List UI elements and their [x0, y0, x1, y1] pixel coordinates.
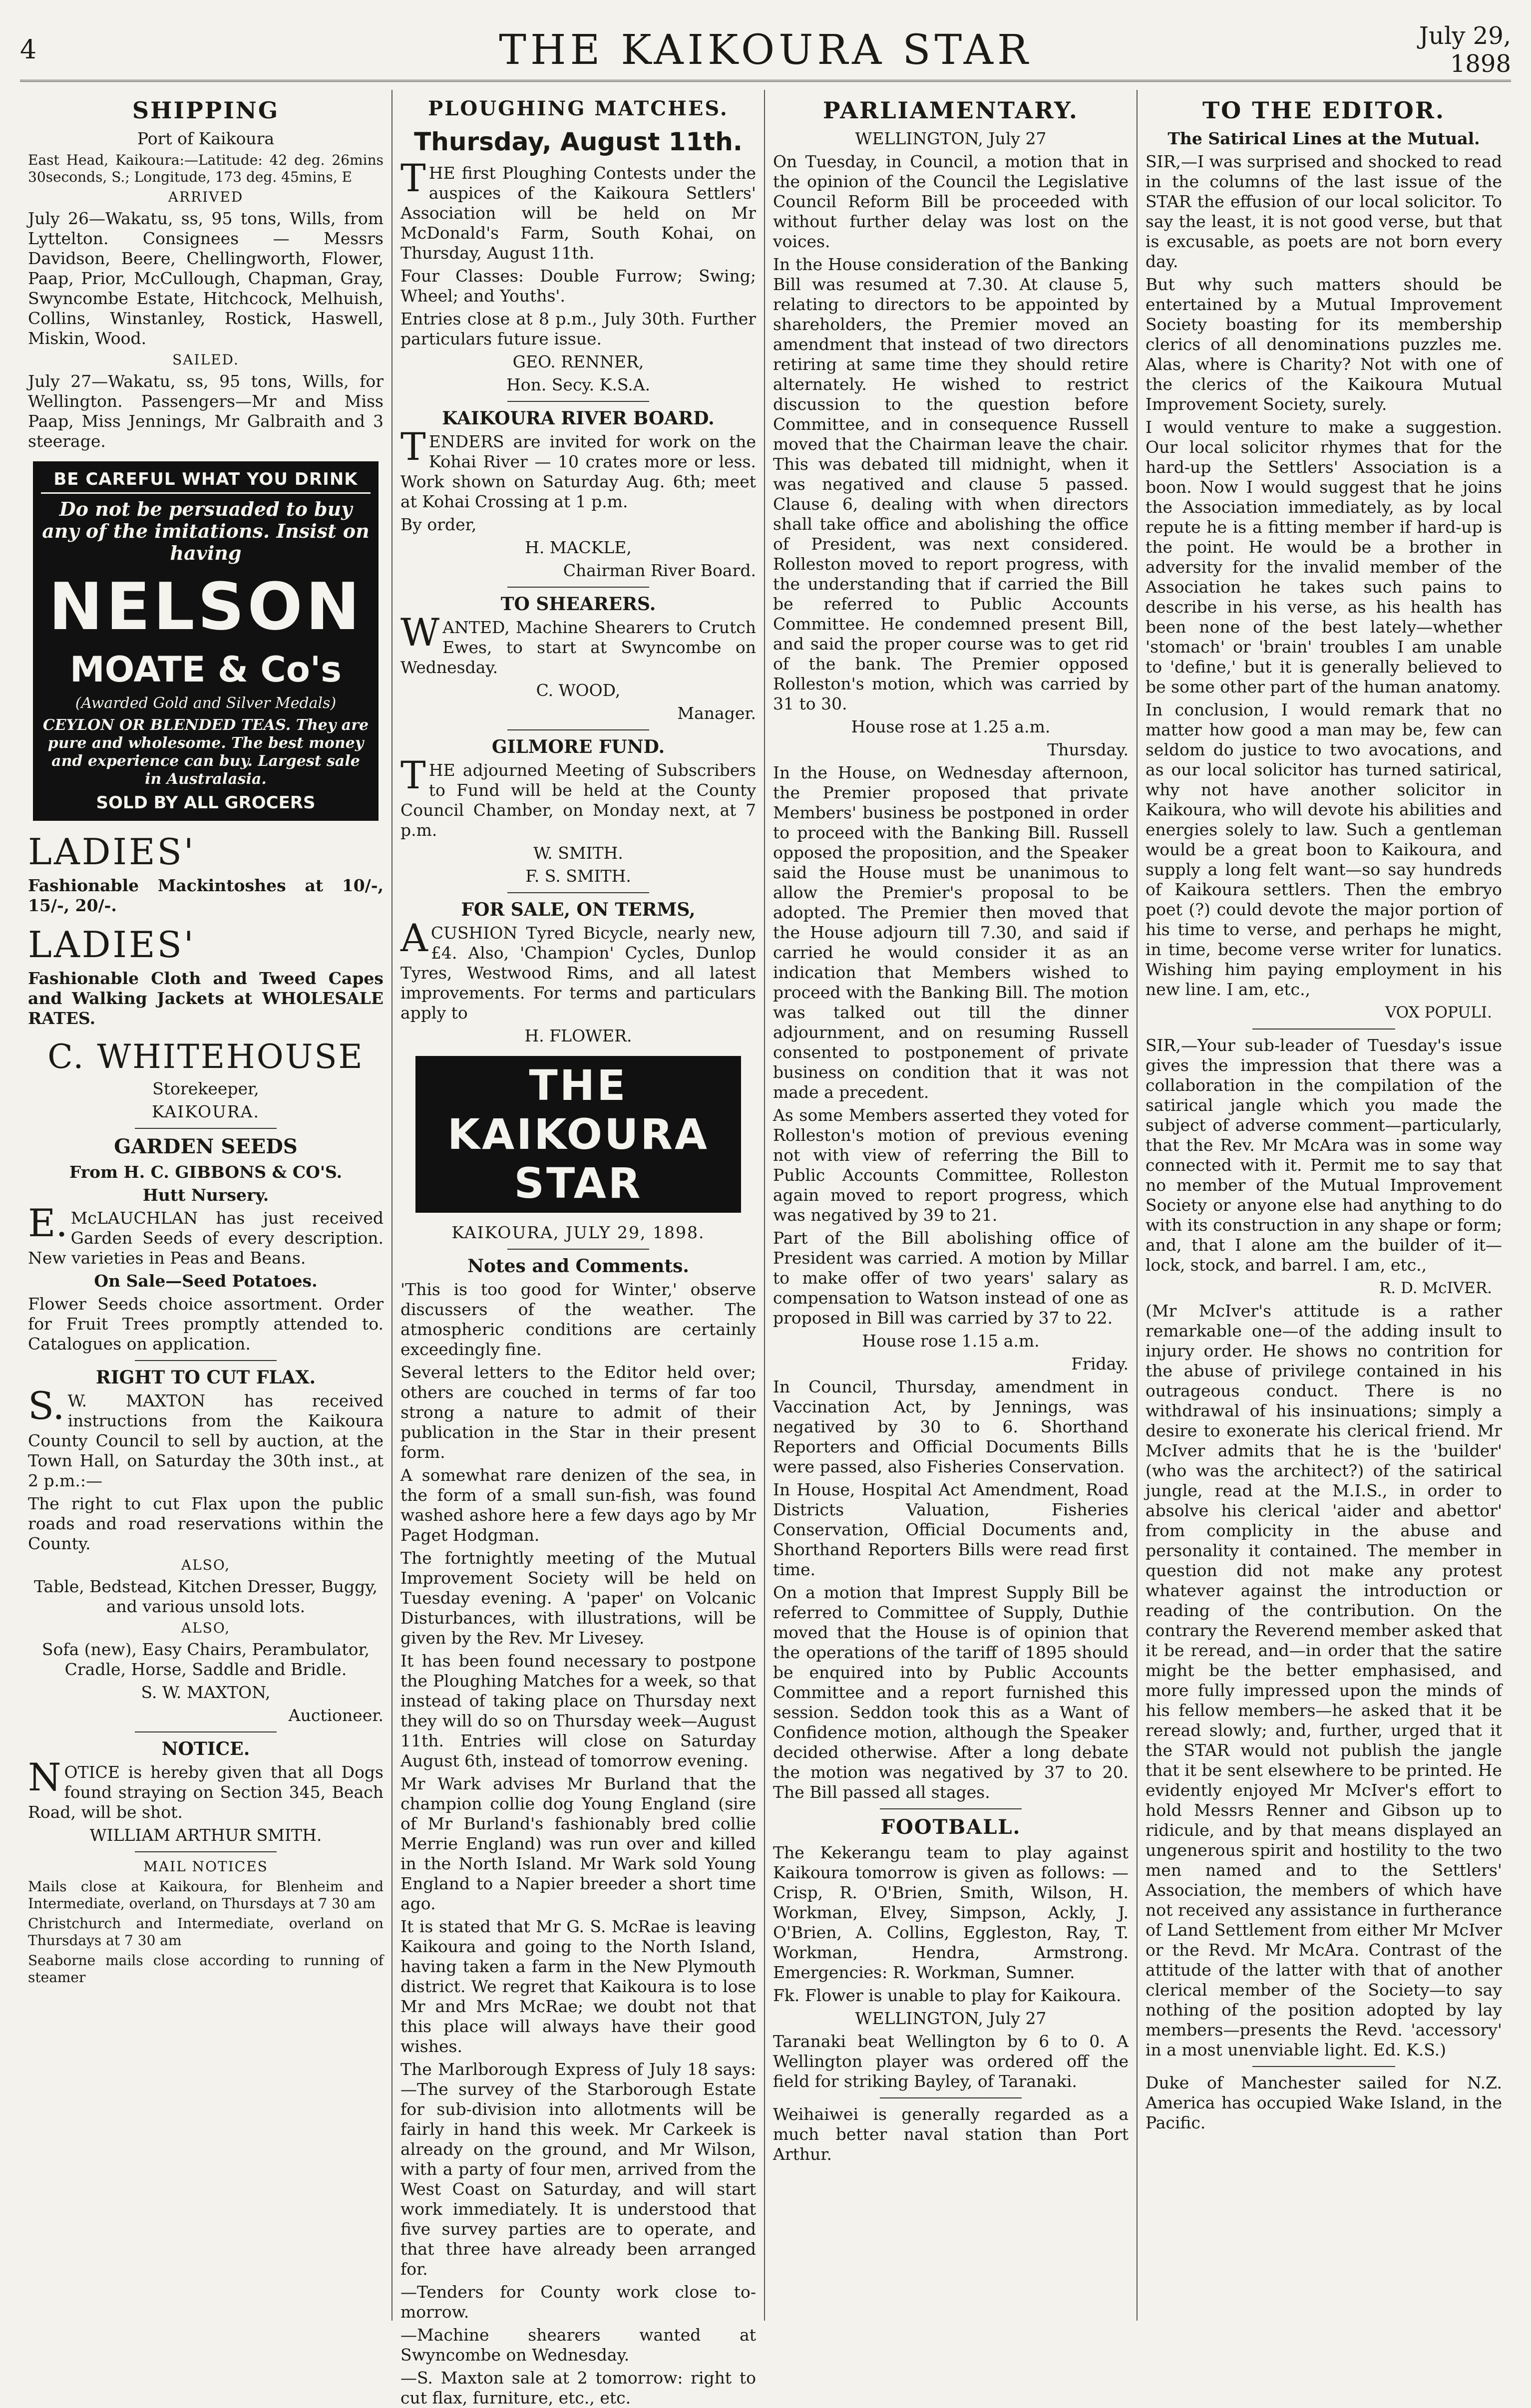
- editor-heading: TO THE EDITOR.: [1202, 97, 1446, 124]
- notice-heading: NOTICE.: [161, 1738, 250, 1759]
- note-item: It has been found necessary to postpone the Ploughing Matches for a week, so that instead of taking place on Thursday next they will do so on Thursday week—August 11th. Entries will close on Saturday August 6th, instead of tomorrow evening.: [400, 1651, 756, 1770]
- note-item: It is stated that Mr G. S. McRae is leaving Kaikoura and going to the North Island, having taken a farm in the New Plymouth district. We regret that Kaikoura is to lose Mr and Mrs McRae; we doubt not that this place will always have their good wishes.: [400, 1917, 756, 2056]
- mail-line-2: Christchurch and Intermediate, overland on Thursdays at 7 30 am: [28, 1915, 383, 1949]
- hutt-nursery: Hutt Nursery.: [142, 1185, 269, 1205]
- column-4: [1138, 90, 1510, 2321]
- parliament-para: On a motion that Imprest Supply Bill be referred to Committee of Supply, Duthie moved that the House is of opinion that the operations of the tariff of 1895 should be enquired into by Public Accounts Committee and a report furnished this session. Seddon took this as a Want of Confidence motion, although the Speaker decided otherwise. After a long debate the motion was negatived by 37 to 20. The Bill passed all stages.: [773, 1583, 1129, 1802]
- cloth-text: Fashionable Cloth and Tweed Capes and Walking Jackets at WHOLESALE RATES.: [28, 969, 383, 1028]
- auctioneer-label: Auctioneer.: [288, 1706, 383, 1725]
- mail-line-3: Seaborne mails close according to running of steamer: [28, 1952, 383, 1986]
- friday-label: Friday.: [1071, 1354, 1129, 1374]
- divider: [507, 729, 650, 730]
- ploughing-body: THE first Ploughing Contests under the auspices of the Kaikoura Settlers' Association will be held on Mr McDonald's Farm, South Kohai, on Thursday, August 11th.: [400, 156, 756, 263]
- advert-teas: CEYLON OR BLENDED TEAS. They are pure and wholesome. The best money and experience can buy. Largest sale in Australasia.: [42, 716, 369, 788]
- letter-para: But why such matters should be entertained by a Mutual Improvement Society boasting for its membership clerics of all denominations puzzles me. Alas, where is Charity? Not with one of the clerics of the Kaikoura Mutual Improvement Society, surely.: [1146, 275, 1502, 414]
- wood-name: C. WOOD,: [536, 681, 621, 700]
- manchester-note: Duke of Manchester sailed for N.Z. America has occupied Wake Island, in the Pacific.: [1146, 2073, 1502, 2132]
- mackintosh-text: Fashionable Mackintoshes at 10/-, 15/-, 20/-.: [28, 876, 383, 915]
- newspaper-title: THE KAIKOURA STAR: [499, 26, 1032, 74]
- thursday-label: Thursday.: [1047, 740, 1129, 759]
- issue-date: July 29, 1898: [1419, 22, 1511, 78]
- letter-title: The Satirical Lines at the Mutual.: [1167, 129, 1480, 148]
- note-item: A somewhat rare denizen of the sea, in the form of a small sun-fish, was found washed ashore here a few days ago by Mr Paget Hodgman.: [400, 1465, 756, 1545]
- sailed-text: July 27—Wakatu, ss, 95 tons, Wills, for Wellington. Passengers—Mr and Miss Paap, Miss Jennings, Mr Galbraith and 3 steerage.: [28, 371, 383, 451]
- advert-brand: NELSON: [48, 569, 363, 645]
- also-label-2: ALSO,: [181, 1620, 231, 1636]
- parliament-para: In Council, Thursday, amendment in Vaccination Act, by Jennings, was negatived by 30 to 6. Shorthand Reporters and Official Documents Bills were passed, also Fisheries Conservation.: [773, 1377, 1129, 1476]
- garden-body: E.McLAUCHLAN has just received Garden Seeds of every description. New varieties in Peas and Beans.: [28, 1201, 383, 1268]
- note-item: The Marlborough Express of July 18 says:—The survey of the Starborough Estate for sub-division into allotments will be fairly in hand this week. Mr Carkeek is already on the ground, and Mr Wilson, with a party of four men, arrived from the West Coast on Saturday, and will start work immediately. It is understood that five survey parties are to operate, and that three have already been arranged for.: [400, 2060, 756, 2279]
- column-1: [20, 90, 392, 2321]
- nelson-tea-advert: [33, 461, 379, 821]
- advert-warning: Do not be persuaded to buy any of the imitations. Insist on having: [42, 498, 370, 564]
- ploughing-heading: PLOUGHING MATCHES.: [428, 97, 729, 120]
- weihaiwei-note: Weihaiwei is generally regarded as a much better naval station than Port Arthur.: [773, 2104, 1129, 2164]
- wellington-dateline-2: WELLINGTON, July 27: [855, 2009, 1047, 2028]
- note-item: Several letters to the Editor held over; others are couched in terms of far too strong a nature to admit of their publication in the Star in their present form.: [400, 1363, 756, 1462]
- mackle-name: H. MACKLE,: [525, 538, 632, 557]
- divider: [135, 1851, 277, 1852]
- divider: [1252, 2066, 1395, 2067]
- editorial-dateline: KAIKOURA, JULY 29, 1898.: [451, 1223, 705, 1242]
- football-para: Fk. Flower is unable to play for Kaikoura.: [773, 1986, 1122, 2005]
- page-number: 4: [20, 35, 37, 65]
- football-para: Taranaki beat Wellington by 6 to 0. A Wellington player was ordered off the field for striking Bayley, of Taranaki.: [773, 2032, 1129, 2091]
- note-item: The fortnightly meeting of the Mutual Improvement Society will be held on Tuesday evening. A 'paper' on Volcanic Disturbances, with illustrations, will be given by the Rev. Mr Livesey.: [400, 1548, 756, 1648]
- mail-line-1: Mails close at Kaikoura, for Blenheim and Intermediate, overland, on Thursdays at 7 30 am: [28, 1878, 383, 1912]
- advert-company: MOATE & Co's: [70, 649, 342, 690]
- parliament-para: House rose 1.15 a.m.: [862, 1331, 1040, 1351]
- sailed-heading: SAILED.: [172, 351, 239, 368]
- divider: [135, 1731, 277, 1732]
- parliament-para: On Tuesday, in Council, a motion that in the opinion of the Council the Legislative Council Reform Bill be proceeded with without further delay was lost on the voices.: [773, 152, 1129, 251]
- masthead: [20, 20, 1511, 82]
- flax-body: S.W. MAXTON has received instructions from the Kaikoura County Council to sell by auction, at the Town Hall, on Saturday the 30th inst., at 2 p.m.:—: [28, 1383, 383, 1490]
- column-2: [392, 90, 765, 2408]
- gilmore-heading: GILMORE FUND.: [491, 736, 665, 757]
- divider: [1252, 1029, 1395, 1030]
- wellington-dateline-1: WELLINGTON, July 27: [855, 129, 1047, 148]
- smith-name-1: W. SMITH.: [533, 843, 623, 863]
- divider: [135, 1360, 277, 1361]
- divider: [135, 1128, 277, 1129]
- river-board-body: TENDERS are invited for work on the Kohai River — 10 crates more or less. Work shown on Saturday Aug. 6th; meet at Kohai Crossing at 1 p.m.: [400, 424, 756, 511]
- letter-para: I would venture to make a suggestion. Our local solicitor rhymes that for the hard-up the Settlers' Association is a boon. Now I would suggest that he joins the Association immediately, as by local repute he is a fitting member if hard-up is the point. He would be a brother in adversity for the invalid member of the Association he takes such pains to describe in his verse, as his health has been none of the best lately—whether 'stomach' or 'brain' troubles I am unable to 'define,' but it is generally believed to be some other part of the human anatomy.: [1146, 417, 1502, 696]
- note-item: Mr Wark advises Mr Burland that the champion collie dog Young England (sire of Mr Burland's fashionably bred collie Merrie England) was run over and killed in the North Island. Mr Wark sold Young England to a Napier breeder a short time ago.: [400, 1774, 756, 1913]
- note-item: 'This is too good for Winter,' observe discussers of the weather. The atmospheric conditions are certainly exceedingly fine.: [400, 1280, 756, 1359]
- smith-name-2: F. S. SMITH.: [525, 866, 631, 886]
- furniture-1: Table, Bedstead, Kitchen Dresser, Buggy, and various unsold lots.: [34, 1577, 378, 1616]
- advert-headline: BE CAREFUL WHAT YOU DRINK: [41, 469, 371, 494]
- divider: [880, 2097, 1022, 2098]
- for-sale-body: ACUSHION Tyred Bicycle, nearly new, £4. Also, 'Champion' Cycles, Dunlop Tyres, Westwood Rims, and all latest improvements. For terms and particulars apply to: [400, 916, 756, 1023]
- ladies-heading-2: LADIES': [28, 924, 196, 966]
- flax-heading: RIGHT TO CUT FLAX.: [95, 1367, 316, 1388]
- shearers-heading: TO SHEARERS.: [500, 594, 656, 615]
- editor-reply: (Mr McIver's attitude is a rather remarkable one—of the adding insult to injury order. He shows no contrition for the abuse of privilege contained in his outrageous conduct. There is no withdrawal of his insinuations; simply a desire to exonerate his clerical friend. Mr McIver admits that he is the 'builder' (who was the architect?) of the satirical jungle, read at the M.I.S., in order to absolve his clerical 'aider and abettor' from complicity in the abuse and personality it contained. The member in question did not make any protest whatever against the introduction or reading of the contribution. On the contrary the Reverend member asked that it be reread, and—in order that the satire might be the better emphasised, and more fully impressed upon the minds of his fellow members—he asked that it be reread slowly; and, further, urged that it the STAR would not publish the jangle that it be sent elsewhere to be printed. He evidently enjoyed Mr McIver's effort to hold Messrs Renner and Gibson up to ridicule, and by that means displayed an ungenerous spirit and hostility to the two men named and to the Settlers' Association, the members of which have not received any assistance in furtherance of Land Settlement from either Mr McIver or the Revd. Mr McAra. Contrast of the attitude of the latter with that of another clerical member of the Society—to say nothing of the position adopted by lay members—presents the Revd. 'accessory' in a most unenviable light. Ed. K.S.): [1146, 1301, 1502, 2060]
- kaikoura-star-nameplate: THE KAIKOURA STAR: [415, 1056, 741, 1213]
- mackle-title: Chairman River Board.: [563, 561, 756, 580]
- parliamentary-heading: PARLIAMENTARY.: [823, 97, 1079, 124]
- mail-heading: MAIL NOTICES: [143, 1858, 268, 1875]
- wood-title: Manager.: [677, 703, 756, 723]
- column-3: [765, 90, 1138, 2321]
- divider: [507, 587, 650, 588]
- garden-from: From H. C. GIBBONS & CO'S.: [69, 1162, 343, 1182]
- for-sale-heading: FOR SALE, ON TERMS,: [461, 899, 696, 920]
- parliament-para: In House, Hospital Act Amendment, Road Districts Valuation, Fisheries Conservation, Official Documents and, Shorthand Reporters Bills were read first time.: [773, 1480, 1129, 1579]
- parliament-para: House rose at 1.25 a.m.: [851, 717, 1051, 736]
- note-item: —Tenders for County work close to-morrow.: [400, 2282, 756, 2322]
- storekeeper-label: Storekeeper,: [152, 1079, 259, 1098]
- parliament-para: Part of the Bill abolishing office of President was carried. A motion by Millar to make offer of two years' salary as compensation to Watson instead of one as proposed in Bill was carried by 37 to 22.: [773, 1228, 1129, 1328]
- divider: [507, 892, 650, 893]
- arrived-text: July 26—Wakatu, ss, 95 tons, Wills, from Lyttelton. Consignees — Messrs Davidson, Beere, Chellingworth, Flower, Paap, Prior, McCullough, Chapman, Gray, Swyncombe Estate, Hitchcock, Melhuish, Collins, Winstanley, Rostick, Haswell, Miskin, Wood.: [28, 209, 383, 348]
- renner-title: Hon. Secy. K.S.A.: [506, 375, 651, 394]
- shearers-body: WANTED, Machine Shearers to Crutch Ewes, to start at Swyncombe on Wednesday.: [400, 610, 756, 677]
- maxton-name: S. W. MAXTON,: [141, 1683, 271, 1702]
- flax-item: The right to cut Flax upon the public roads and road reservations within the County.: [28, 1494, 383, 1553]
- port-name: Port of Kaikoura: [137, 129, 275, 148]
- mciver-signature: R. D. McIVER.: [1379, 1279, 1492, 1297]
- letter-para: In conclusion, I would remark that no matter how good a man may be, few can seldom do justice to two avocations, and as our local solicitor has turned satirical, why not have another solicitor in Kaikoura, who will devote his abilities and energies solely to law. Such a gentleman would be a great boon to Kaikoura, and supply a long felt want—so say hundreds of Kaikoura settlers. Then the embryo poet (?) could devote the major portion of his time to verse, and perhaps he might, in time, become verse writer for lunatics. Wishing him paying employment in his new line. I am, etc.,: [1146, 700, 1502, 999]
- garden-seeds-heading: GARDEN SEEDS: [114, 1135, 298, 1158]
- notice-body: NOTICE is hereby given that all Dogs found straying on Section 345, Beach Road, will be shot.: [28, 1755, 383, 1822]
- flower-signature: H. FLOWER.: [524, 1026, 632, 1045]
- parliament-para: As some Members asserted they voted for Rolleston's motion of previous evening not with view of referring the Bill to Public Accounts Committee, Rolleston again moved to report progress, which was negatived by 39 to 21.: [773, 1105, 1129, 1225]
- port-position: East Head, Kaikoura:—Latitude: 42 deg. 26mins 30seconds, S.; Longitude, 173 deg. 45mins, E: [28, 152, 383, 185]
- also-label-1: ALSO,: [181, 1557, 231, 1573]
- parliament-para: In the House, on Wednesday afternoon, the Premier proposed that private Members' business be postponed in order to proceed with the Banking Bill. Russell opposed the proposition, and the Speaker said the House must be unanimous to allow the Premier's proposal to be adopted. The Premier then moved that the House adjourn till 7.30, and said if carried he would consider it as an indication that Members wished to proceed with the Banking Bill. The motion was talked out till the dinner adjournment, and on resuming Russell consented to postponement of private business on condition that it was not made a precedent.: [773, 763, 1129, 1102]
- letter-para: SIR,—I was surprised and shocked to read in the columns of the last issue of the STAR the effusion of our local solicitor. To say the least, it is not good verse, but that is excusable, as poets are not born every day.: [1146, 152, 1502, 271]
- kaikoura-label: KAIKOURA.: [152, 1102, 260, 1121]
- letter-para: SIR,—Your sub-leader of Tuesday's issue gives the impression that there was a collaboration in the compilation of the satirical jangle which you made the subject of adverse comment—particularly, that the Rev. Mr McAra was in some way connected with it. Permit me to say that no member of the Mutual Improvement Society or anyone else had anything to do with its construction in any shape or form; and, that I alone am the builder of it—lock, stock, and barrel. I am, etc.,: [1146, 1035, 1502, 1275]
- notice-signature: WILLIAM ARTHUR SMITH.: [89, 1825, 322, 1845]
- seed-potatoes: On Sale—Seed Potatoes.: [94, 1271, 318, 1291]
- renner-name: GEO. RENNER,: [512, 352, 644, 371]
- arrived-heading: ARRIVED: [168, 189, 244, 205]
- parliament-para: In the House consideration of the Banking Bill was resumed at 7.30. At clause 5, relating to directors to be appointed by shareholders, the Premier moved an amendment that instead of two directors retiring at same time they should retire alternately. He wished to restrict discussion to the question before Committee, and in consequence Russell moved that the Chairman leave the chair. This was debated till midnight, when it was negatived and clause 5 passed. Clause 6, dealing with when directors shall take office and abolishing the office of President, was next considered. Rolleston moved to report progress, with the understanding that if carried the Bill be referred to Public Accounts Committee. He condemned present Bill, and said the proper course was to get rid of the bank. The Premier opposed Rolleston's motion, which was carried by 31 to 30.: [773, 255, 1129, 713]
- divider: [507, 401, 650, 402]
- ploughing-classes: Four Classes: Double Furrow; Swing; Wheel; and Youths'.: [400, 266, 756, 306]
- notes-heading: Notes and Comments.: [467, 1256, 689, 1277]
- ploughing-date: Thursday, August 11th.: [414, 127, 743, 156]
- advert-sold-by: SOLD BY ALL GROCERS: [96, 793, 316, 813]
- flower-seeds: Flower Seeds choice assortment. Order for Fruit Trees promptly attended to. Catalogues on application.: [28, 1294, 383, 1354]
- note-item: —S. Maxton sale at 2 tomorrow: right to cut flax, furniture, etc., etc.: [400, 2368, 756, 2408]
- gilmore-body: THE adjourned Meeting of Subscribers to Fund will be held at the County Council Chamber, on Monday next, at 7 p.m.: [400, 753, 756, 840]
- page-columns: [20, 90, 1511, 2408]
- vox-populi-signature: VOX POPULI.: [1385, 1004, 1492, 1022]
- divider: [507, 1249, 650, 1250]
- river-board-heading: KAIKOURA RIVER BOARD.: [442, 408, 715, 429]
- whitehouse-name: C. WHITEHOUSE: [47, 1037, 364, 1076]
- football-para: The Kekerangu team to play against Kaikoura tomorrow is given as follows: —Crisp, R. O'Brien, Smith, Wilson, H. Workman, Elvey, Simpson, Ackly, J. O'Brien, A. Collins, Eggleston, Ray, T. Workman, Hendra, Armstrong. Emergencies: R. Workman, Sumner.: [773, 1843, 1129, 1982]
- river-by-order: By order,: [400, 515, 477, 534]
- divider: [880, 1808, 1022, 1809]
- shipping-heading: SHIPPING: [132, 97, 280, 124]
- advert-medals: (Awarded Gold and Silver Medals): [75, 694, 337, 712]
- ladies-heading-1: LADIES': [28, 831, 196, 873]
- football-heading: FOOTBALL.: [880, 1815, 1021, 1839]
- ploughing-entries: Entries close at 8 p.m., July 30th. Further particulars future issue.: [400, 309, 756, 348]
- note-item: —Machine shearers wanted at Swyncombe on Wednesday.: [400, 2325, 756, 2365]
- furniture-2: Sofa (new), Easy Chairs, Perambulator, Cradle, Horse, Saddle and Bridle.: [41, 1640, 370, 1679]
